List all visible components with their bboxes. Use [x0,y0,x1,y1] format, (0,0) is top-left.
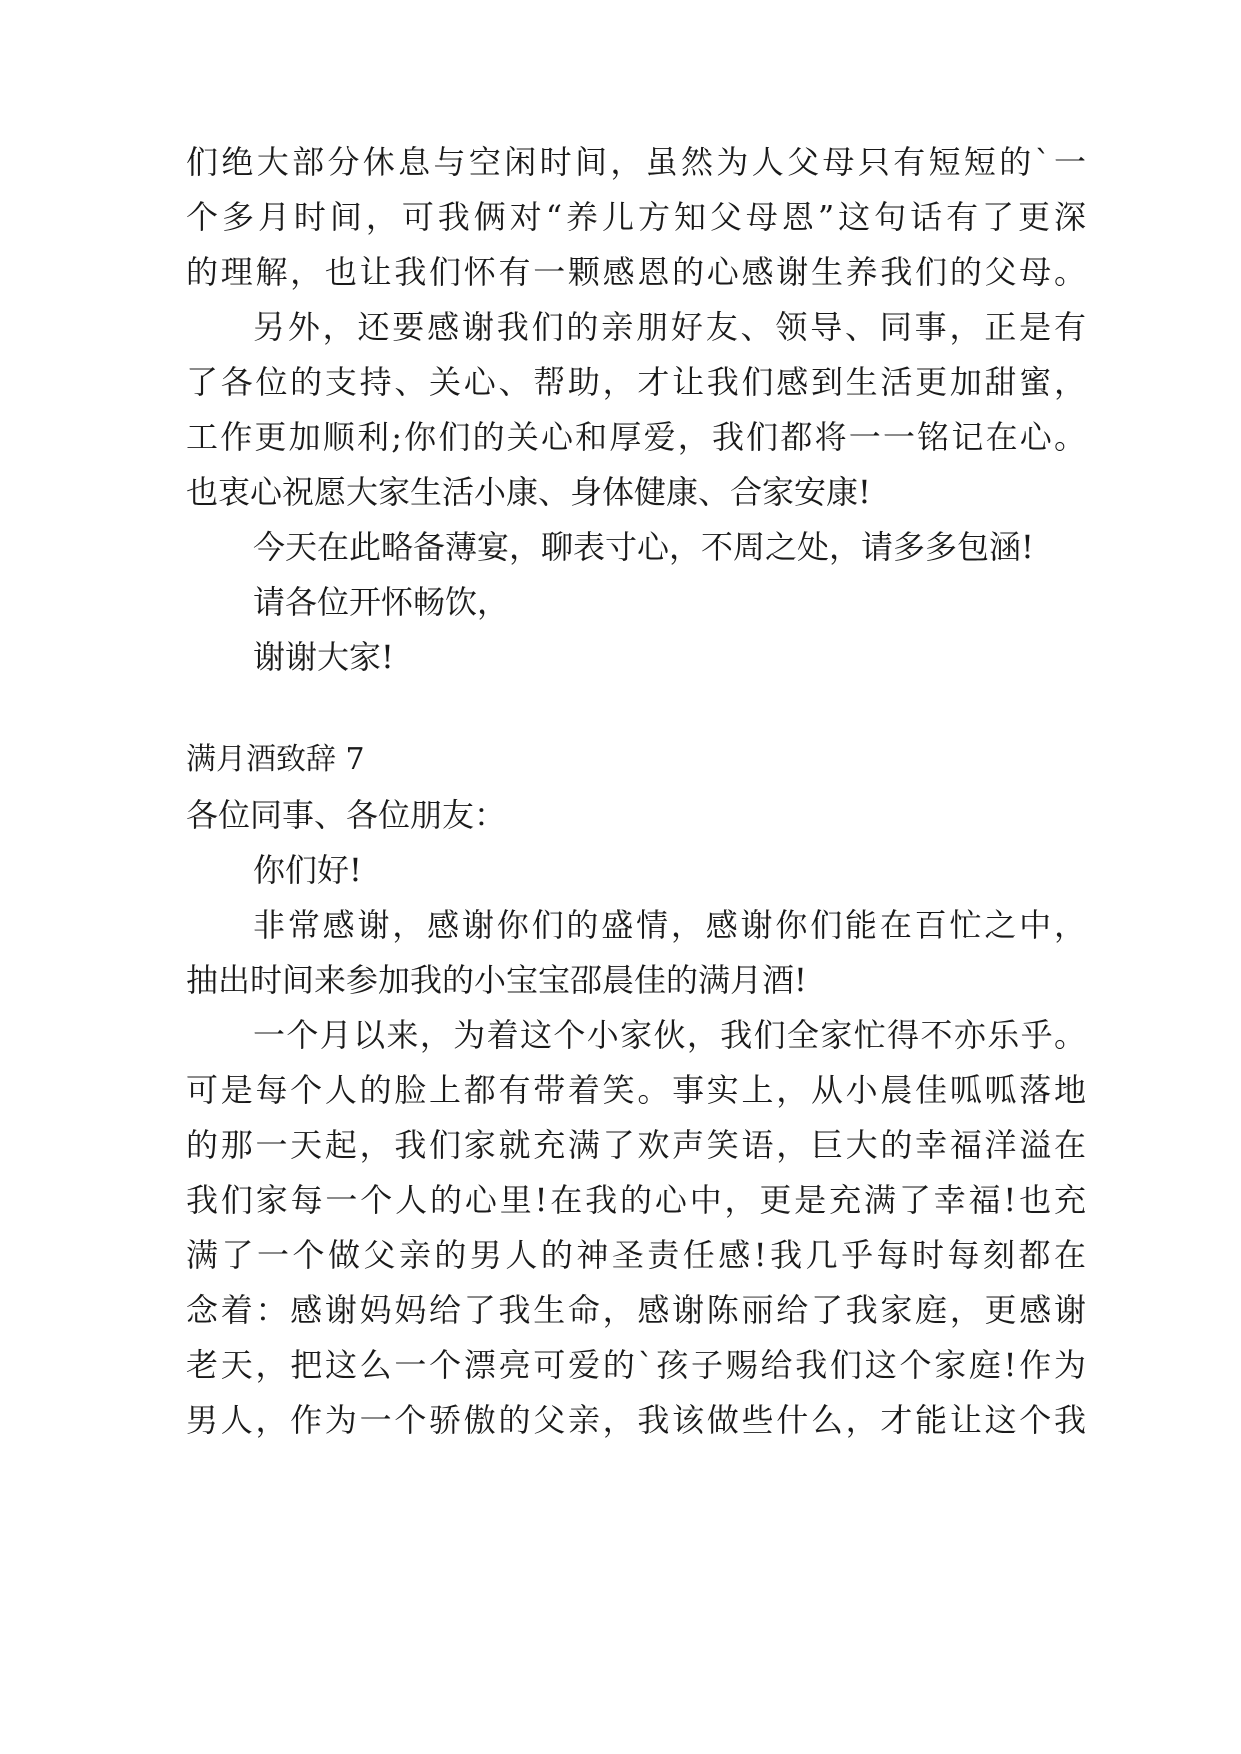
paragraph-line: 我们家每一个人的心里!在我的心中，更是充满了幸福!也充 [186,1181,1086,1219]
paragraph-line: 抽出时间来参加我的小宝宝邵晨佳的满月酒! [186,961,807,999]
paragraph-line: 个多月时间，可我俩对“养儿方知父母恩”这句话有了更深 [186,198,1086,236]
paragraph-line: 念着：感谢妈妈给了我生命，感谢陈丽给了我家庭，更感谢 [186,1291,1086,1329]
paragraph-line: 另外，还要感谢我们的亲朋好友、领导、同事，正是有 [253,308,1086,346]
paragraph-line: 今天在此略备薄宴，聊表寸心，不周之处，请多多包涵! [253,528,1034,566]
salutation: 各位同事、各位朋友： [186,796,507,834]
paragraph-line: 也衷心祝愿大家生活小康、身体健康、合家安康! [186,473,871,511]
section-title: 满月酒致辞 7 [186,742,365,777]
paragraph-line: 工作更加顺利;你们的关心和厚爱，我们都将一一铭记在心。 [186,418,1086,456]
paragraph-line: 非常感谢，感谢你们的盛情，感谢你们能在百忙之中， [253,906,1086,944]
paragraph-line: 可是每个人的脸上都有带着笑。事实上，从小晨佳呱呱落地 [186,1071,1086,1109]
paragraph-line: 满了一个做父亲的男人的神圣责任感!我几乎每时每刻都在 [186,1236,1086,1274]
paragraph-line: 老天，把这么一个漂亮可爱的`孩子赐给我们这个家庭!作为 [186,1346,1086,1384]
paragraph-line: 们绝大部分休息与空闲时间，虽然为人父母只有短短的`一 [186,143,1086,181]
paragraph-line: 了各位的支持、关心、帮助，才让我们感到生活更加甜蜜， [186,363,1086,401]
paragraph-line: 谢谢大家! [253,638,394,676]
paragraph-line: 男人，作为一个骄傲的父亲，我该做些什么，才能让这个我 [186,1401,1086,1439]
paragraph-line: 一个月以来，为着这个小家伙，我们全家忙得不亦乐乎。 [253,1016,1086,1054]
greeting: 你们好! [253,851,362,889]
paragraph-line: 的那一天起，我们家就充满了欢声笑语，巨大的幸福洋溢在 [186,1126,1086,1164]
paragraph-line: 的理解，也让我们怀有一颗感恩的心感谢生养我们的父母。 [186,253,1086,291]
paragraph-line: 请各位开怀畅饮， [253,583,510,621]
